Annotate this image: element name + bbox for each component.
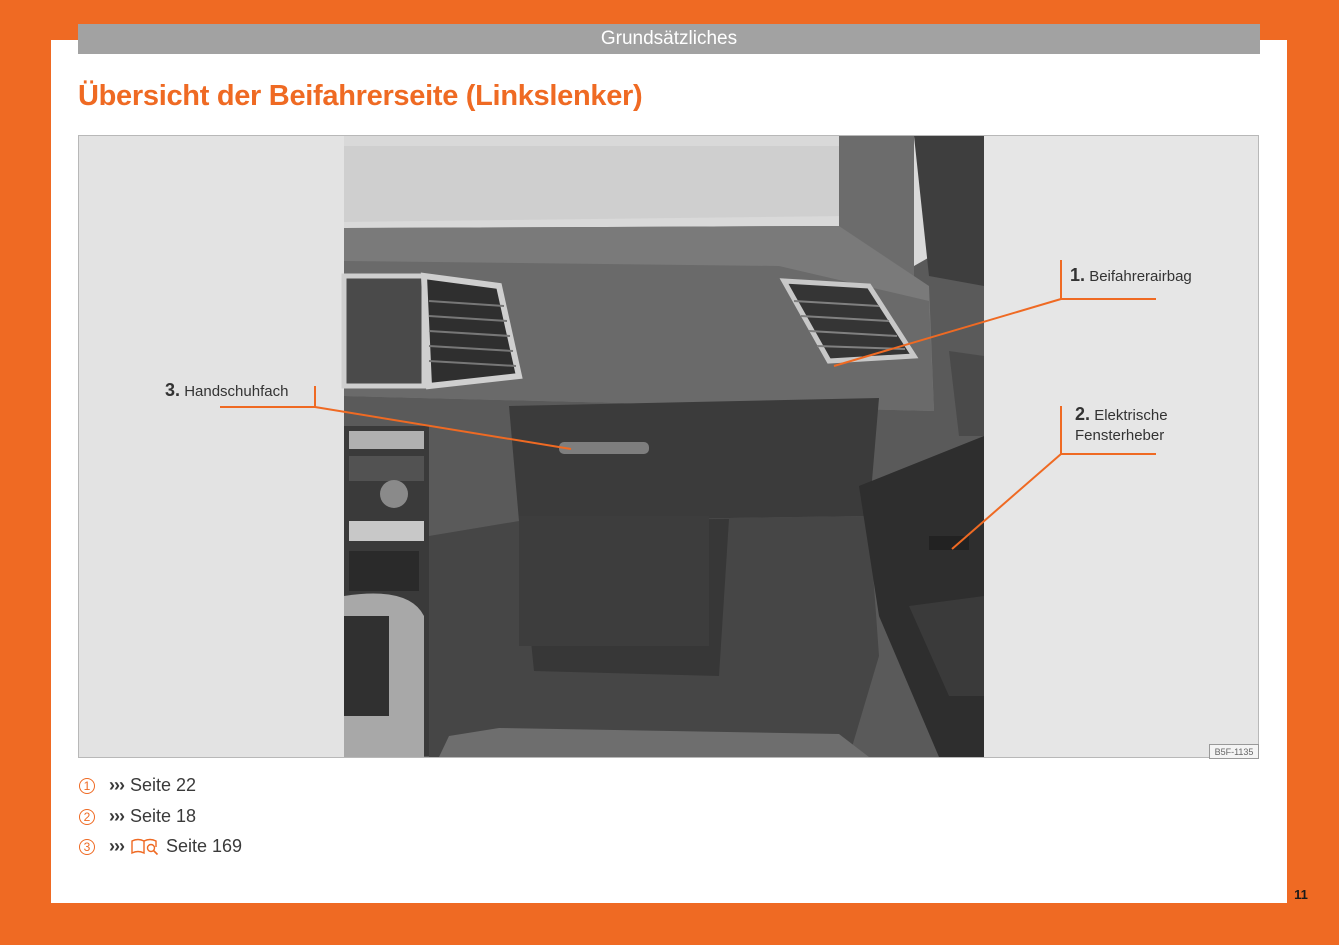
arrow-marker: ››› [109,806,124,826]
arrow-marker: ››› [109,775,124,795]
arrow-marker: ››› [109,836,124,856]
callout-passenger-airbag: 1. Beifahrerairbag [1070,265,1192,285]
dashboard-figure [78,135,1259,758]
dashboard-photo [79,136,1258,757]
section-title: Grundsätzliches [600,28,738,49]
reference-link[interactable]: Seite 22 [129,775,197,795]
reference-number: 2 [79,809,95,825]
figure-code: B5F-1135 [1209,744,1259,759]
reference-item[interactable] [79,775,196,796]
reference-number: 3 [79,839,95,855]
reference-item[interactable] [79,806,196,827]
reference-number: 1 [79,778,95,794]
book-icon [130,838,160,856]
page-title: Übersicht der Beifahrerseite (Linkslenker) [78,80,643,112]
section-header [78,24,1260,54]
reference-link[interactable]: Seite 18 [129,806,197,826]
callout-power-windows: 2. Elektrische Fensterheber [1075,404,1168,444]
callout-glovebox: 3. Handschuhfach [165,380,289,400]
reference-link[interactable]: Seite 169 [165,836,243,856]
page-number: 11 [1294,887,1308,902]
reference-item[interactable] [79,836,242,857]
